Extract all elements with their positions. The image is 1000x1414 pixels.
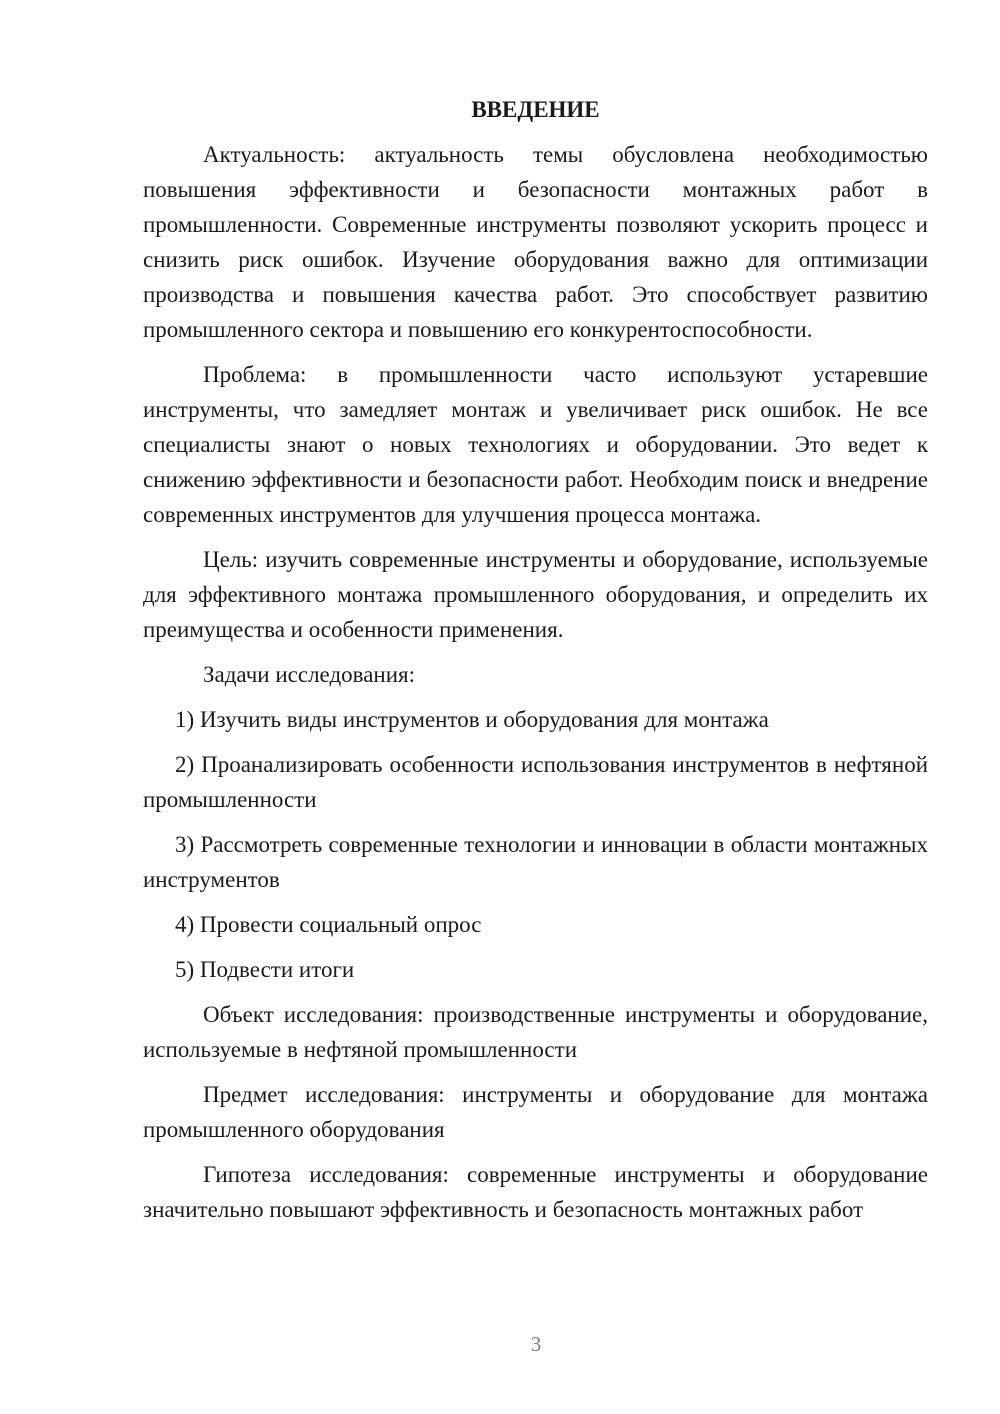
task-item: 5) Подвести итоги — [175, 957, 355, 982]
section-title: ВВЕДЕНИЕ — [471, 97, 600, 122]
problem-paragraph: Проблема: в промышленности часто используют устаревшие инструменты, что замедляет монтаж и увеличивает риск ошибок. Не все специалисты знают о новых технологиях и оборудовании. Это ведет к снижению эффективности и безопасности работ. Необходим поиск и внедрение современных инструментов для улучшения процесса монтажа. — [143, 362, 928, 527]
task-item: 2) Проанализировать особенности использования инструментов в нефтяной промышленности — [143, 752, 928, 812]
tasks-heading: Задачи исследования: — [203, 662, 416, 687]
page-number: 3 — [530, 1332, 542, 1356]
object-paragraph: Объект исследования: производственные инструменты и оборудование, используемые в нефтяной промышленности — [143, 1002, 928, 1062]
goal-paragraph: Цель: изучить современные инструменты и оборудование, используемые для эффективного монтажа промышленного оборудования, и определить их преимущества и особенности применения. — [143, 547, 928, 642]
relevance-paragraph: Актуальность: актуальность темы обусловлена необходимостью повышения эффективности и безопасности монтажных работ в промышленности. Современные инструменты позволяют ускорить процесс и снизить риск ошибок. Изучение оборудования важно для оптимизации производства и повышения качества работ. Это способствует развитию промышленного сектора и повышению его конкурентоспособности. — [143, 142, 928, 342]
task-item: 1) Изучить виды инструментов и оборудования для монтажа — [175, 707, 769, 732]
task-item: 3) Рассмотреть современные технологии и инновации в области монтажных инструментов — [143, 832, 928, 892]
page-content — [143, 92, 928, 1237]
subject-paragraph: Предмет исследования: инструменты и оборудование для монтажа промышленного оборудования — [143, 1082, 928, 1142]
hypothesis-paragraph: Гипотеза исследования: современные инструменты и оборудование значительно повышают эффективность и безопасность монтажных работ — [143, 1162, 928, 1222]
task-item: 4) Провести социальный опрос — [175, 912, 482, 937]
